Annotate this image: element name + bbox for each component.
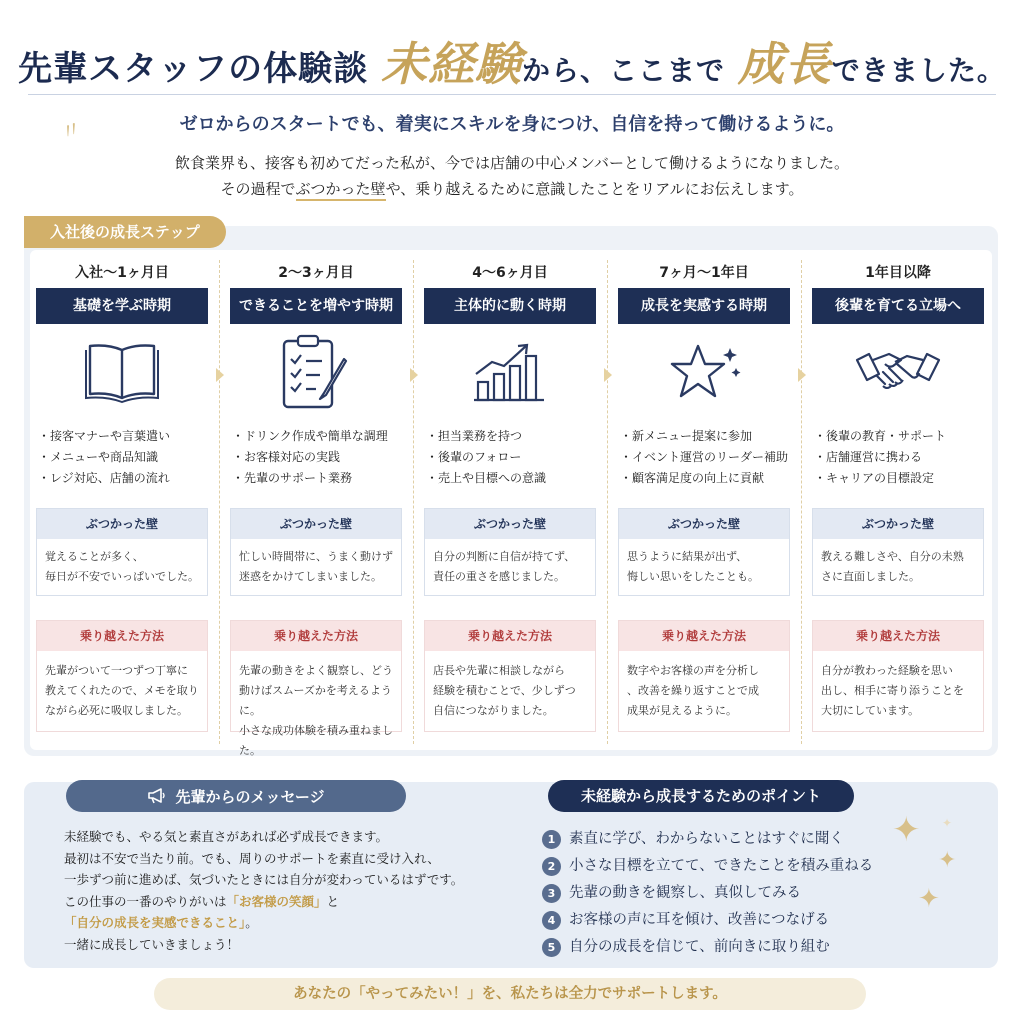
highlight-self-growth: 「自分の成長を実感できること」 xyxy=(64,915,246,930)
wall-box xyxy=(618,508,790,596)
message-tag xyxy=(66,780,406,812)
points-item xyxy=(542,826,873,853)
intro-highlight: ぶつかった壁 xyxy=(296,180,386,201)
step-arrow-icon xyxy=(798,368,806,382)
points-item-text: 自分の成長を信じて、前向きに取り組む xyxy=(569,939,830,955)
number-badge: 5 xyxy=(542,938,561,957)
growth-steps-tag: 入社後の成長ステップ xyxy=(24,216,226,248)
points-item-text: 先輩の動きを観察し、真似してみる xyxy=(569,885,801,901)
step-arrow-icon xyxy=(410,368,418,382)
solution-box xyxy=(36,620,208,732)
step-task: ・ 新メニュー提案に参加 xyxy=(620,426,796,447)
wall-line: 責任の重さを感じました。 xyxy=(433,570,565,583)
step-arrow-icon xyxy=(604,368,612,382)
message-line xyxy=(64,891,504,913)
number-badge: 3 xyxy=(542,884,561,903)
highlight-customer-smile: 「お客様の笑顔」 xyxy=(226,893,327,909)
solution-label: 乗り越えた方法 xyxy=(231,621,401,651)
footer-banner: あなたの「やってみたい！」を、私たちは全力でサポートします。 xyxy=(154,978,866,1010)
step-task-list xyxy=(232,426,408,504)
wall-box xyxy=(812,508,984,596)
subtitle: ゼロからのスタートでも、着実にスキルを身につけ、自信を持って働けるように。 xyxy=(179,114,845,135)
sparkle-icon: ✦ xyxy=(942,816,953,830)
solution-line: 経験を積むことで、少しずつ xyxy=(433,684,576,697)
message-line: 一緒に成長していきましょう！ xyxy=(64,936,240,952)
megaphone-icon xyxy=(147,787,167,805)
growth-chart-icon xyxy=(418,324,602,420)
wall-line: 自分の判断に自信が持てず、 xyxy=(433,550,576,563)
step-phase: 後輩を育てる立場へ xyxy=(812,288,984,324)
solution-line: 自分が教わった経験を思い xyxy=(821,664,953,677)
number-badge: 1 xyxy=(542,830,561,849)
solution-line: 先輩の動きをよく観察し、どう xyxy=(239,664,393,677)
intro-text xyxy=(0,150,1024,202)
solution-line: 成果が見えるように。 xyxy=(627,704,737,717)
title-text: 先輩スタッフの体験談 xyxy=(18,49,369,89)
points-list xyxy=(542,826,873,961)
intro-line-1: 飲食業界も、接客も初めてだった私が、今では店舗の中心メンバーとして働けるようになりました。 xyxy=(175,154,849,172)
title-divider xyxy=(28,94,996,95)
wall-label: ぶつかった壁 xyxy=(619,509,789,539)
message-line: 未経験でも、やる気と素直さがあれば必ず成長できます。 xyxy=(64,829,389,844)
solution-text xyxy=(37,651,207,731)
step-period: 7ヶ月〜1年目 xyxy=(659,265,749,281)
step-task: ・ お客様対応の実践 xyxy=(232,447,408,468)
wall-label: ぶつかった壁 xyxy=(425,509,595,539)
solution-text xyxy=(425,651,595,731)
step-column xyxy=(806,250,990,750)
title-highlight-growth: 成長 xyxy=(737,37,832,91)
solution-line: 数字やお客様の声を分析し xyxy=(627,664,759,677)
step-phase: 基礎を学ぶ時期 xyxy=(36,288,208,324)
message-text: この仕事の一番のやりがいは xyxy=(64,893,227,909)
wall-label: ぶつかった壁 xyxy=(231,509,401,539)
solution-text xyxy=(231,651,401,757)
solution-line: ながら必死に吸収しました。 xyxy=(45,704,188,717)
points-item-text: お客様の声に耳を傾け、改善につなげる xyxy=(569,912,830,928)
points-item xyxy=(542,880,873,907)
solution-line: 動けばスムーズかを考えるように。 xyxy=(239,684,392,717)
handshake-icon xyxy=(806,324,990,420)
solution-line: 自信につながりました。 xyxy=(433,704,554,717)
solution-box xyxy=(230,620,402,757)
solution-label: 乗り越えた方法 xyxy=(425,621,595,651)
points-item xyxy=(542,853,873,880)
star-icon xyxy=(612,324,796,420)
solution-text xyxy=(619,651,789,731)
title-text-end: できました。 xyxy=(831,54,1006,87)
solution-label: 乗り越えた方法 xyxy=(619,621,789,651)
message-text: と xyxy=(326,893,340,909)
wall-line: 忙しい時間帯に、うまく動けず xyxy=(239,550,393,563)
step-task: ・ 担当業務を持つ xyxy=(426,426,602,447)
intro-line-2-start: その過程で xyxy=(220,180,296,198)
points-item xyxy=(542,907,873,934)
points-tag: 未経験から成長するためのポイント xyxy=(548,780,854,812)
message-tag-label: 先輩からのメッセージ xyxy=(175,787,325,806)
book-icon xyxy=(30,324,214,420)
solution-box xyxy=(812,620,984,732)
step-task: ・ 顧客満足度の向上に貢献 xyxy=(620,468,796,489)
title-text-middle: から、ここまで xyxy=(521,54,725,87)
step-task: ・ 後輩の教育・サポート xyxy=(814,426,990,447)
step-task-list xyxy=(426,426,602,504)
solution-line: 店長や先輩に相談しながら xyxy=(433,664,565,677)
step-task: ・ イベント運営のリーダー補助 xyxy=(620,447,796,468)
wall-text xyxy=(37,539,207,595)
solution-line: 先輩がついて一つずつ丁寧に xyxy=(45,664,188,677)
wall-text xyxy=(619,539,789,595)
wall-label: ぶつかった壁 xyxy=(37,509,207,539)
solution-box xyxy=(424,620,596,732)
wall-label: ぶつかった壁 xyxy=(813,509,983,539)
number-badge: 2 xyxy=(542,857,561,876)
step-task-list xyxy=(814,426,990,504)
message-line xyxy=(64,912,504,934)
step-divider xyxy=(801,260,802,744)
step-task: ・ 接客マナーや言葉遣い xyxy=(38,426,214,447)
step-divider xyxy=(413,260,414,744)
message-line: 最初は不安で当たり前。でも、周りのサポートを素直に受け入れ、 xyxy=(64,850,440,866)
message-text: 。 xyxy=(245,915,258,930)
step-task: ・ キャリアの目標設定 xyxy=(814,468,990,489)
step-task-list xyxy=(38,426,214,504)
solution-line: 大切にしています。 xyxy=(821,704,920,717)
step-phase: 主体的に動く時期 xyxy=(424,288,596,324)
solution-text xyxy=(813,651,983,731)
clipboard-checklist-icon xyxy=(224,324,408,420)
step-phase: できることを増やす時期 xyxy=(230,288,402,324)
sparkle-icon: ✦ xyxy=(892,810,921,850)
step-column xyxy=(418,250,602,750)
wall-line: 覚えることが多く、 xyxy=(45,550,144,563)
solution-line: 、改善を繰り返すことで成 xyxy=(627,684,759,697)
points-item-text: 小さな目標を立てて、できたことを積み重ねる xyxy=(569,858,874,874)
wall-box xyxy=(230,508,402,596)
step-divider xyxy=(219,260,220,744)
step-task: ・ メニューや商品知識 xyxy=(38,447,214,468)
step-column xyxy=(224,250,408,757)
wall-line: 迷惑をかけてしまいました。 xyxy=(239,570,382,583)
step-period: 入社〜1ヶ月目 xyxy=(75,265,169,281)
number-badge: 4 xyxy=(542,911,561,930)
intro-line-2-end: や、乗り越えるために意識したことをリアルにお伝えします。 xyxy=(385,180,804,198)
wall-line: 毎日が不安でいっぱいでした。 xyxy=(45,570,199,583)
step-divider xyxy=(607,260,608,744)
solution-line: 教えてくれたので、メモを取り xyxy=(45,684,199,697)
step-task: ・ 先輩のサポート業務 xyxy=(232,468,408,489)
wall-text xyxy=(231,539,401,595)
wall-text xyxy=(813,539,983,595)
message-line: 一歩ずつ前に進めば、気づいたときには自分が変わっているはずです。 xyxy=(64,872,464,887)
wall-line: 悔しい思いをしたことも。 xyxy=(627,570,759,583)
step-column xyxy=(30,250,214,750)
wall-line: 教える難しさや、自分の未熟 xyxy=(821,550,964,563)
points-item-text: 素直に学び、わからないことはすぐに聞く xyxy=(569,831,844,847)
step-task: ・ 店舗運営に携わる xyxy=(814,447,990,468)
step-column xyxy=(612,250,796,750)
wall-box xyxy=(424,508,596,596)
wall-line: 思うように結果が出ず、 xyxy=(627,550,748,563)
solution-line: 出し、相手に寄り添うことを xyxy=(821,684,964,697)
wall-text xyxy=(425,539,595,595)
step-arrow-icon xyxy=(216,368,224,382)
title-highlight-inexperienced: 未経験 xyxy=(380,37,522,91)
solution-label: 乗り越えた方法 xyxy=(37,621,207,651)
accent-marks-icon: 〃 xyxy=(57,115,87,147)
step-task: ・ ドリンク作成や簡単な調理 xyxy=(232,426,408,447)
message-body xyxy=(64,826,504,955)
solution-line: 小さな成功体験を積み重ねました。 xyxy=(239,724,393,757)
step-task: ・ レジ対応、店舗の流れ xyxy=(38,468,214,489)
step-period: 4〜6ヶ月目 xyxy=(472,265,548,281)
solution-label: 乗り越えた方法 xyxy=(813,621,983,651)
points-item xyxy=(542,934,873,961)
sparkle-icon: ✦ xyxy=(938,848,957,873)
intro-line-2 xyxy=(0,176,1024,202)
step-phase: 成長を実感する時期 xyxy=(618,288,790,324)
step-task-list xyxy=(620,426,796,504)
sparkle-icon: ✦ xyxy=(918,884,940,914)
step-period: 2〜3ヶ月目 xyxy=(278,265,354,281)
wall-line: さに直面しました。 xyxy=(821,570,920,583)
step-task: ・ 売上や目標への意識 xyxy=(426,468,602,489)
step-period: 1年目以降 xyxy=(865,265,931,281)
step-task: ・ 後輩のフォロー xyxy=(426,447,602,468)
solution-box xyxy=(618,620,790,732)
growth-steps-table xyxy=(30,250,992,757)
wall-box xyxy=(36,508,208,596)
page-title xyxy=(0,28,1024,94)
